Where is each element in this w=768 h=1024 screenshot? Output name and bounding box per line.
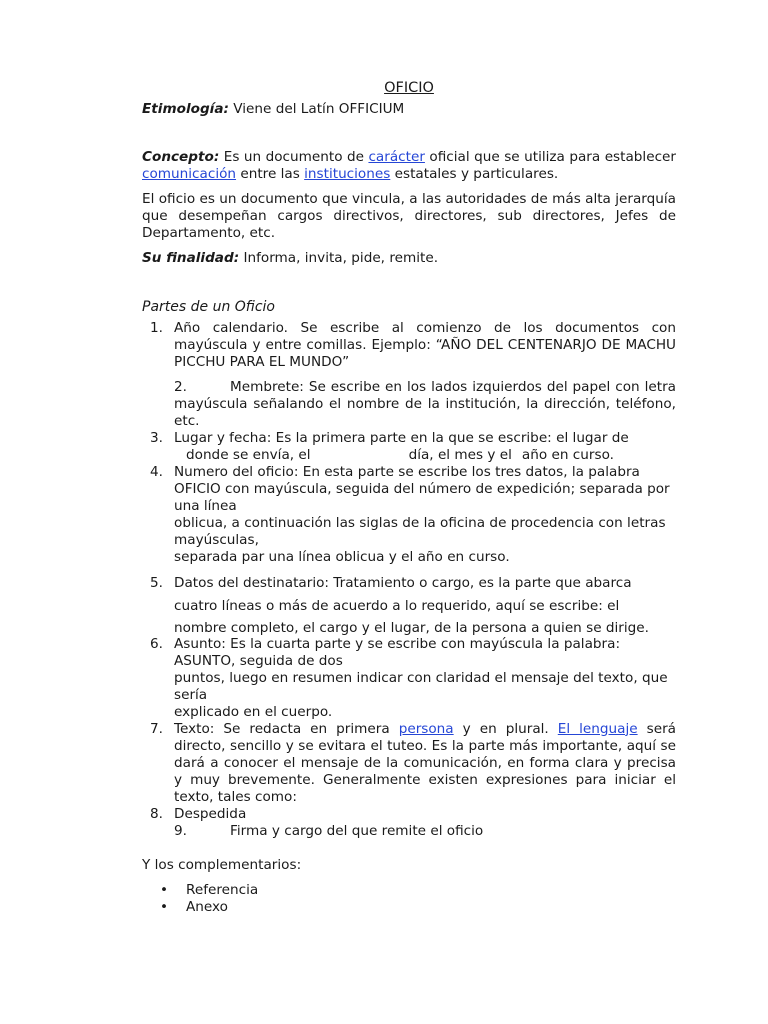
link-comunicacion[interactable]: comunicación [142,166,237,182]
link-persona[interactable]: persona [398,720,454,737]
list-text: separada par una línea oblicua y el año en curso. [174,549,510,565]
document-title: OFICIO [384,80,434,96]
list-text: explicado en el cuerpo. [174,703,333,720]
list-text: donde se envía, el [186,447,311,463]
list-text: Datos del destinatario: Tratamiento o cargo, es la parte que abarca [174,575,632,591]
list-item [142,430,676,464]
list-number: 6. [150,635,163,652]
list-text: año en curso. [521,447,614,463]
list-text: Numero del oficio: En esta parte se escribe los tres datos, la palabra OFICIO con mayúscula, seguida del número de expedición; separada por una línea [174,464,670,514]
list-number: 3. [150,430,163,446]
list-item [142,721,676,806]
list-text: Despedida [174,805,247,822]
list-text: cuatro líneas o más de acuerdo a lo requerido, aquí se escribe: el [174,597,620,614]
bullet-icon: • [160,898,169,915]
partes-heading: Partes de un Oficio [142,299,275,315]
etimologia-paragraph [142,101,676,118]
list-number: 5. [150,575,163,591]
concepto-text-4: estatales y particulares. [390,166,559,182]
list-item [142,379,676,430]
list-item [142,636,676,721]
etimologia-text: Viene del Latín OFFICIUM [228,101,405,117]
list-text: Año calendario. Se escribe al comienzo de los documentos con mayúscula y entre comillas. Ejemplo: “AÑO DEL CENTENARJO DE MACHU PICCHU PARA EL MUNDO” [174,320,676,370]
list-item [142,806,676,823]
list-text: oblicua, a continuación las siglas de la oficina de procedencia con letras mayúsculas, [174,515,666,548]
concepto-text-3: entre las [236,166,305,182]
finalidad-label: Su finalidad: [142,250,240,266]
list-number: 7. [150,720,163,737]
bullet-text: Referencia [186,881,259,898]
list-text: Texto: Se redacta en primera [174,720,399,737]
link-caracter[interactable]: carácter [368,149,425,165]
list-item [142,320,676,371]
list-number: 1. [150,320,163,336]
etimologia-label: Etimología: [142,101,229,117]
list-item [142,464,676,566]
complementarios-list [142,882,676,916]
finalidad-paragraph [142,250,676,267]
bullet-item [142,899,676,916]
list-text: y en plural. [453,720,558,737]
list-number: 9. [174,822,187,839]
list-text: día, el mes y el [408,447,512,463]
list-text: Asunto: Es la cuarta parte y se escribe con mayúscula la palabra: ASUNTO, seguida de dos [174,635,621,669]
list-text: puntos, luego en resumen indicar con claridad el mensaje del texto, que sería [174,669,668,703]
concepto-text-2: oficial que se utiliza para establecer [424,149,676,165]
list-number: 4. [150,464,163,480]
list-text: será directo, sencillo y se evitara el tuteo. Es la parte más importante, aquí se dará a conocer el mensaje de la comunicación, en forma clara y precisa y muy brevemente. Generalmente existen expresiones para iniciar el texto, tales como: [174,720,677,805]
bullet-icon: • [160,881,169,898]
oficio-paragraph: El oficio es un documento que vincula, a las autoridades de más alta jerarquía que desempeñan cargos directivos, directores, sub directores, Jefes de Departamento, etc. [142,191,676,241]
document-page [142,80,676,916]
link-el-lenguaje[interactable]: El lenguaje [557,720,638,737]
bullet-item [142,882,676,899]
link-instituciones[interactable]: instituciones [304,166,391,182]
concepto-paragraph [142,149,676,183]
list-text: nombre completo, el cargo y el lugar, de la persona a quien se dirige. [174,620,649,636]
list-number: 8. [150,805,163,822]
bullet-text: Anexo [186,898,228,915]
list-text: Lugar y fecha: Es la primera parte en la que se escribe: el lugar de [174,430,629,446]
list-text: Firma y cargo del que remite el oficio [230,822,484,839]
concepto-label: Concepto: [142,149,220,165]
list-item [142,823,676,840]
list-text: Membrete: Se escribe en los lados izquierdos del papel con letra mayúscula señalando el nombre de la institución, la dirección, teléfono, etc. [174,379,676,429]
complementarios-text: Y los complementarios: [142,856,302,873]
list-number: 2. [174,379,187,395]
finalidad-text: Informa, invita, pide, remite. [239,250,439,266]
concepto-text-1: Es un documento de [219,149,369,165]
list-item [142,572,676,640]
